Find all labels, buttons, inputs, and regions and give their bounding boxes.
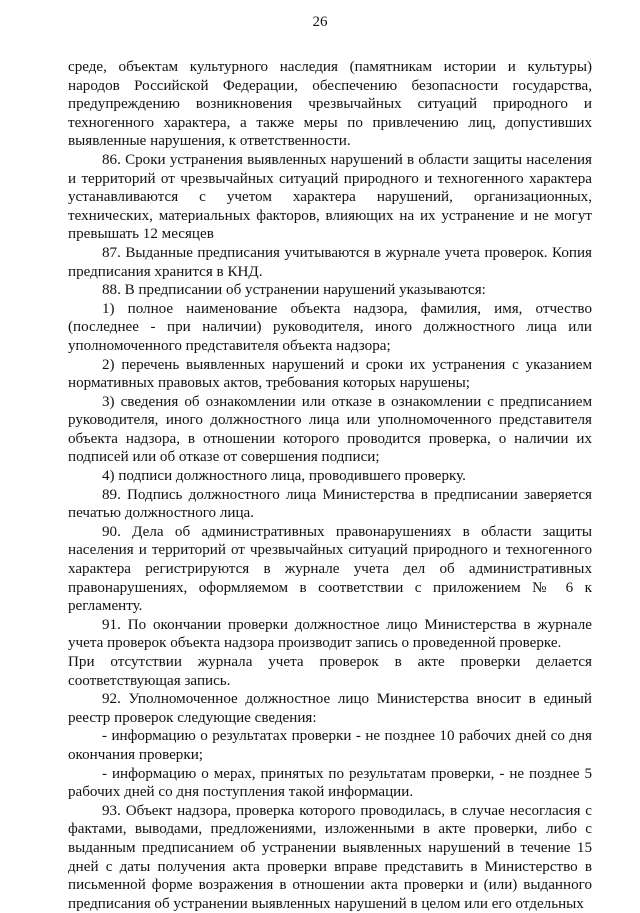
document-body [68, 58, 592, 913]
list-item-1: 1) полное наименование объекта надзора, фамилия, имя, отчество (последнее - при наличии) руководителя, иного должностного лица или уполномоченного представителя объекта надзора; [68, 300, 592, 354]
bullet-item-1: - информацию о результатах проверки - не позднее 10 рабочих дней со дня окончания проверки; [68, 728, 592, 763]
paragraph-87: 87. Выданные предписания учитываются в журнале учета проверок. Копия предписания хранится в КНД. [68, 244, 592, 280]
paragraph-88: 88. В предписании об устранении нарушений указываются: [102, 282, 486, 299]
bullet-item-2: - информацию о мерах, принятых по результатам проверки, - не позднее 5 рабочих дней со дня поступления такой информации. [68, 765, 592, 801]
page-number: 26 [312, 14, 328, 30]
list-item-3: 3) сведения об ознакомлении или отказе в ознакомлении с предписанием руководителя, иного должностного лица или уполномоченного представителя объекта надзора, в отношении которого проводится проверка, о наличии их подписей или об отказе от совершения подписи; [68, 393, 592, 466]
list-item-2: 2) перечень выявленных нарушений и сроки их устранения с указанием нормативных правовых актов, требования которых нарушены; [68, 356, 592, 392]
paragraph-92: 92. Уполномоченное должностное лицо Министерства вносит в единый реестр проверок следующие сведения: [68, 691, 592, 726]
paragraph-91: 91. По окончании проверки должностное лицо Министерства в журнале учета проверок объекта надзора производит запись о проведенной проверке. [68, 616, 592, 652]
paragraph-89: 89. Подпись должностного лица Министерства в предписании заверяется печатью должностного лица. [68, 486, 592, 522]
list-item-4: 4) подписи должностного лица, проводившего проверку. [102, 468, 466, 485]
paragraph-93: 93. Объект надзора, проверка которого проводилась, в случае несогласия с фактами, выводами, предложениями, изложенными в акте проверки, либо с выданным предписанием об устранении выявленных нарушений в течение 15 дней с даты получения акта проверки вправе представить в Министерство в письменной форме возражения в отношении акта проверки и (или) выданного предписания об устранении выявленных нарушений в целом или его отдельных [68, 802, 592, 912]
paragraph-86: 86. Сроки устранения выявленных нарушений в области защиты населения и территорий от чрезвычайных ситуаций природного и техногенного характера устанавливаются с учетом характера нарушений, организационных, технических, материальных факторов, влияющих на их устранение и не могут превышать 12 месяцев [68, 151, 592, 243]
paragraph-91-note: При отсутствии журнала учета проверок в акте проверки делается соответствующая запись. [68, 654, 592, 689]
paragraph-90: 90. Дела об административных правонарушениях в области защиты населения и территорий от чрезвычайных ситуаций природного и техногенного характера регистрируются в журнале учета дел об административных правонарушениях, оформляемом в соответствии с приложением № 6 к регламенту. [68, 523, 592, 615]
paragraph-continuation: среде, объектам культурного наследия (памятникам истории и культуры) народов Российской Федерации, обеспечению безопасности государства, предупреждению возникновения чрезвычайных ситуаций природного и техногенного характера, а также меры по привлечению лиц, допустивших выявленные нарушения, к ответственности. [68, 59, 592, 150]
